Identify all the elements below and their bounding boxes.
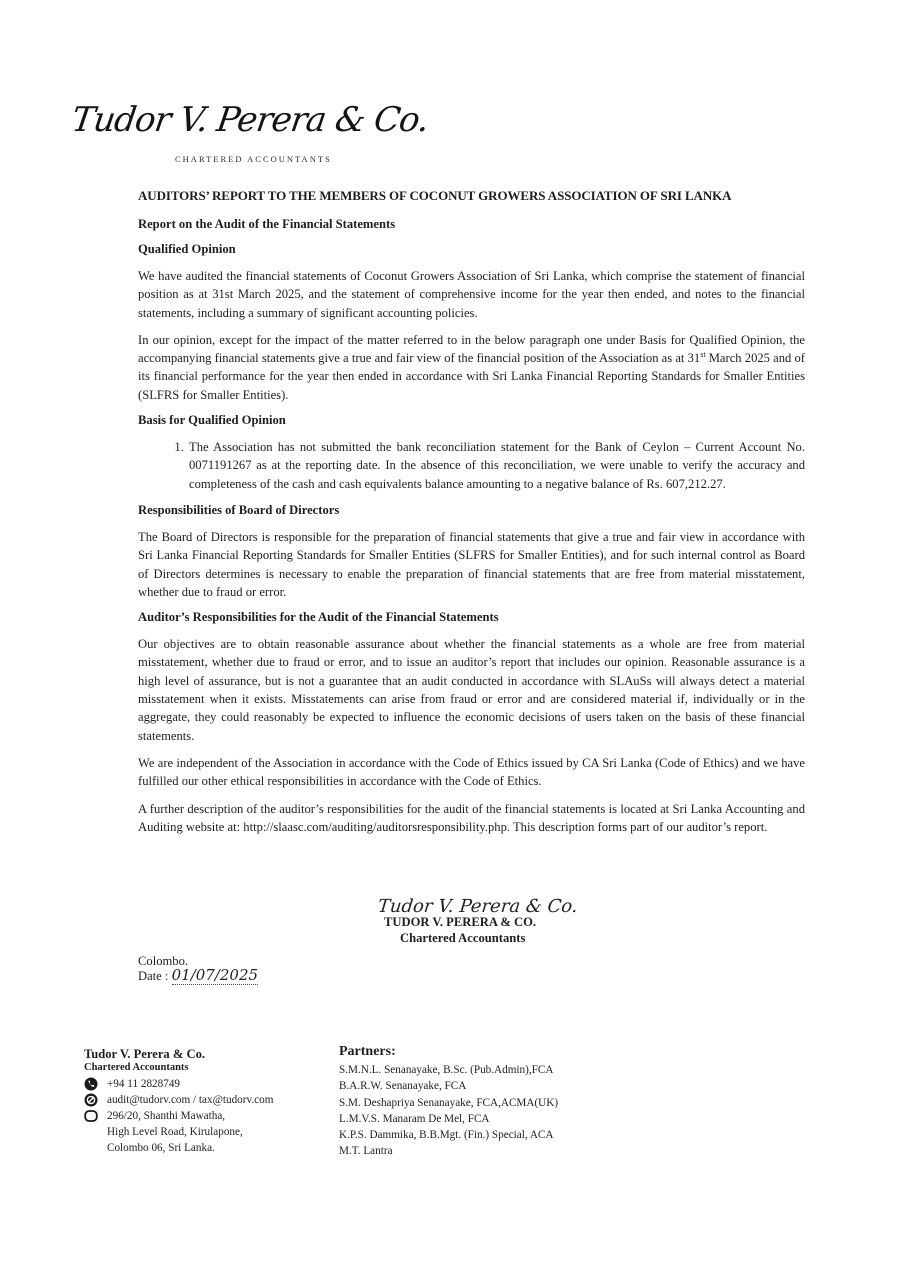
address-line: 296/20, Shanthi Mawatha, <box>107 1110 226 1122</box>
date-line <box>138 968 258 983</box>
partner-item: B.A.R.W. Senanayake, FCA <box>339 1080 467 1093</box>
footer-email <box>84 1092 334 1108</box>
partner-item: S.M. Deshapriya Senanayake, FCA,ACMA(UK) <box>339 1096 559 1109</box>
auditor-paragraph-3: A further description of the auditor’s responsibilities for the audit of the financial statements is located at Sri Lanka Accounting and Auditing website at: http://slaasc.com/auditing/auditorsresponsibility.php. This description forms part of our auditor’s report. <box>138 801 805 834</box>
board-paragraph: The Board of Directors is responsible for the preparation of financial statements that give a true and fair view in accordance with Sri Lanka Financial Reporting Standards for Smaller Entities (SLFRS for Smaller Entities), and for such internal control as Board of Directors determines is necessary to enable the preparation of financial statements that are free from material misstatement, whether due to fraud or error. <box>138 529 805 599</box>
para-text: In our opinion, except for the impact of the matter referred to in the below paragraph one under Basis for Qualified Opinion, the accompanying financial statements give a true and fair view of the financial position of the Association as at 31 <box>138 332 805 366</box>
superscript: st <box>700 350 706 359</box>
qualified-opinion-paragraph-1: We have audited the financial statements of Coconut Growers Association of Sri Lanka, which comprise the statement of financial position as at 31st March 2025, and the statement of comprehensive income for the year then ended, and notes to the financial statements, including a summary of significant accounting policies. <box>138 269 805 320</box>
phone-number: +94 11 2828749 <box>107 1078 181 1090</box>
email-address: audit@tudorv.com / tax@tudorv.com <box>107 1094 274 1106</box>
signature-block <box>376 896 620 946</box>
basis-list <box>138 438 805 493</box>
footer-address <box>84 1108 334 1156</box>
heading-qualified-opinion: Qualified Opinion <box>138 242 236 256</box>
heading-basis: Basis for Qualified Opinion <box>138 413 286 428</box>
report-body <box>138 188 805 845</box>
date-label: Date : <box>138 969 172 983</box>
handwritten-signature: Tudor V. Perera & Co. <box>376 896 579 917</box>
basis-item: 1. The Association has not submitted the bank reconciliation statement for the Bank of Ceylon – Current Account No. 0071191267 as at the reporting date. In the absence of this reconciliation, we were unable to verify the accuracy and completeness of the cash and cash equivalents balance amounting to a negative balance of Rs. 607,212.27. <box>187 438 805 493</box>
address-line: High Level Road, Kirulapone, <box>107 1126 243 1138</box>
auditor-paragraph-1: Our objectives are to obtain reasonable assurance about whether the financial statements as a whole are free from material misstatement, whether due to fraud or error, and to issue an auditor’s report that includes our opinion. Reasonable assurance is a high level of assurance, but is not a guarantee that an audit conducted in accordance with SLAuSs will always detect a material misstatement when it exists. Misstatements can arise from fraud or error and are considered material if, individually or in the aggregate, they could reasonably be expected to influence the economic decisions of users taken on the basis of these financial statements. <box>138 637 805 743</box>
para-text: March 2025 and of its financial performance for the year then ended in accordance with Sri Lanka Financial Reporting Standards for Smaller Entities (SLFRS for Smaller Entities). <box>138 351 805 402</box>
at-sign-icon <box>84 1093 98 1107</box>
signature-subtitle: Chartered Accountants <box>400 931 526 945</box>
signature-firm-name: TUDOR V. PERERA & CO. <box>384 915 537 929</box>
footer-firm-name: Tudor V. Perera & Co. <box>84 1047 206 1061</box>
location-icon <box>84 1109 98 1123</box>
partner-item: L.M.V.S. Manaram De Mel, FCA <box>339 1112 490 1125</box>
phone-icon <box>84 1077 98 1091</box>
firm-signature-logo: Tudor V. Perera & Co. <box>69 100 431 140</box>
place: Colombo. <box>138 954 189 968</box>
place-date <box>138 954 258 983</box>
date-value: 01/07/2025 <box>171 966 259 984</box>
heading-board-responsibilities: Responsibilities of Board of Directors <box>138 502 340 517</box>
partner-item: M.T. Lantra <box>339 1145 393 1158</box>
partner-item: S.M.N.L. Senanayake, B.Sc. (Pub.Admin),FCA <box>339 1064 554 1076</box>
heading-auditor-responsibilities: Auditor’s Responsibilities for the Audit of the Financial Statements <box>138 610 499 625</box>
letterhead-subtitle: CHARTERED ACCOUNTANTS <box>175 154 332 164</box>
qualified-opinion-paragraph-2 <box>138 331 805 404</box>
letterhead-logo <box>69 100 431 170</box>
footer-partners <box>339 1044 609 1160</box>
auditor-paragraph-2: We are independent of the Association in accordance with the Code of Ethics issued by CA Sri Lanka (Code of Ethics) and we have fulfilled our other ethical responsibilities in accordance with the Code of Ethics. <box>138 755 805 789</box>
footer-contact <box>84 1047 334 1156</box>
section-heading-main: Report on the Audit of the Financial Statements <box>138 217 396 231</box>
partner-item: K.P.S. Dammika, B.B.Mgt. (Fin.) Special, ACA <box>339 1129 554 1142</box>
footer-phone <box>84 1076 334 1092</box>
address-line: Colombo 06, Sri Lanka. <box>107 1142 215 1154</box>
footer-firm-subtitle: Chartered Accountants <box>84 1062 189 1073</box>
report-title: AUDITORS’ REPORT TO THE MEMBERS OF COCONUT GROWERS ASSOCIATION OF SRI LANKA <box>138 188 732 203</box>
partners-title: Partners: <box>339 1044 396 1059</box>
